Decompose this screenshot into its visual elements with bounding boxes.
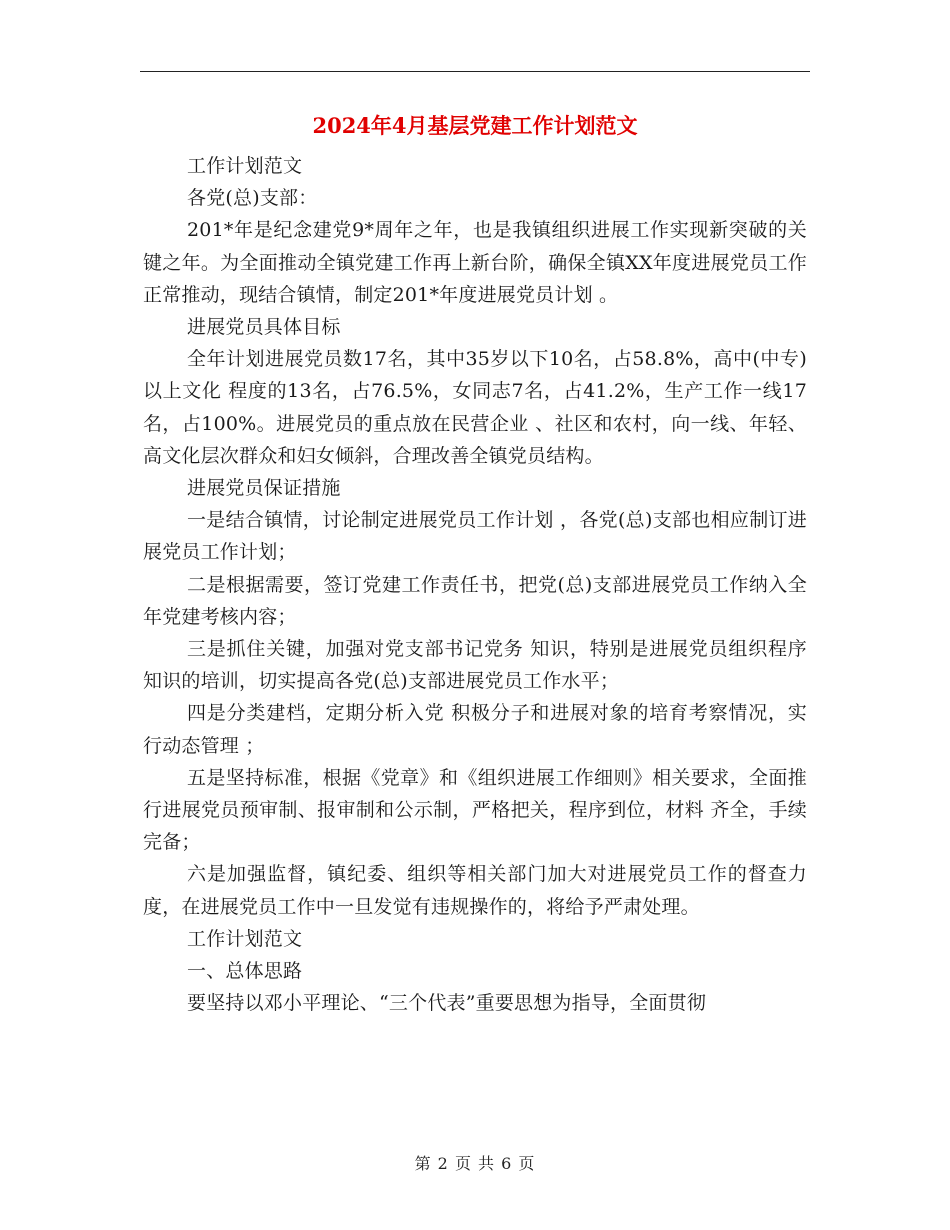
paragraph: 一是结合镇情，讨论制定进展党员工作计划 ，各党(总)支部也相应制订进展党员工作计划； [143,509,807,564]
paragraph: 各党(总)支部： [187,187,318,210]
paragraph: 一、总体思路 [187,960,303,983]
paragraph: 201*年是纪念建党9*周年之年，也是我镇组织进展工作实现新突破的关键之年。为全面推动全镇党建工作再上新台阶，确保全镇XX年度进展党员工作正常推动，现结合镇情，制定201*年度进展党员计划 。 [143,219,807,306]
paragraph: 工作计划范文 [187,927,303,950]
paragraph: 要坚持以邓小平理论、“三个代表”重要思想为指导，全面贯彻 [187,992,707,1015]
paragraph: 四是分类建档，定期分析入党 积极分子和进展对象的培育考察情况，实行动态管理 ； [143,702,807,757]
document-body [143,150,807,1019]
header-rule [140,71,810,72]
paragraph: 五是坚持标准，根据《党章》和《组织进展工作细则》相关要求，全面推行进展党员预审制、报审制和公示制，严格把关，程序到位，材料 齐全，手续完备； [143,766,807,854]
document-title: 2024年4月基层党建工作计划范文 [312,113,638,138]
paragraph: 二是根据需要，签订党建工作责任书，把党(总)支部进展党员工作纳入全年党建考核内容； [143,573,807,628]
paragraph: 进展党员具体目标 [187,316,341,339]
paragraph: 全年计划进展党员数17名，其中35岁以下10名，占58.8%，高中(中专)以上文化 程度的13名，占76.5%，女同志7名，占41.2%，生产工作一线17名，占100%。进展党员的重点放在民营企业 、社区和农村，向一线、年轻、高文化层次群众和妇女倾斜，合理改善全镇党员结构。 [143,348,807,467]
paragraph: 六是加强监督，镇纪委、组织等相关部门加大对进展党员工作的督查力度，在进展党员工作中一旦发觉有违规操作的，将给予严肃处理。 [143,863,807,918]
paragraph: 三是抓住关键，加强对党支部书记党务 知识，特别是进展党员组织程序知识的培训，切实提高各党(总)支部进展党员工作水平； [143,638,807,693]
page-number: 第 2 页 共 6 页 [414,1154,536,1173]
paragraph: 进展党员保证措施 [187,477,341,500]
paragraph: 工作计划范文 [187,155,303,177]
